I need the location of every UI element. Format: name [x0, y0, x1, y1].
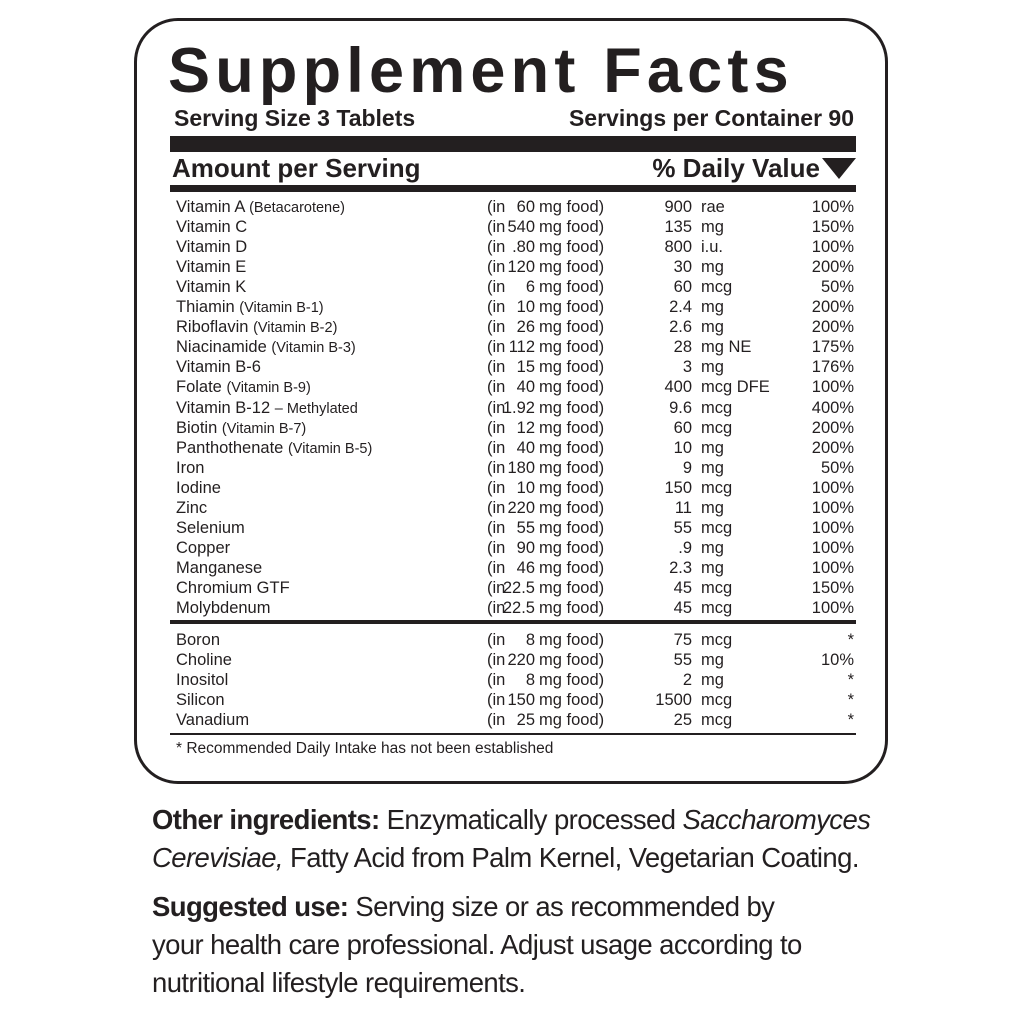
daily-value-percent: 200%	[811, 438, 854, 457]
food-mg-value: 10	[516, 478, 535, 497]
amount-value: 2.4	[669, 298, 692, 317]
nutrient-name-text: Vitamin D	[176, 238, 248, 257]
amount-value: 11	[674, 498, 692, 517]
amount-value: 2	[682, 671, 692, 690]
nutrient-name	[176, 598, 270, 618]
food-mg-value: .80	[512, 238, 535, 257]
amount-value: 2.6	[669, 318, 692, 337]
food-mg-value: 120	[507, 258, 535, 277]
daily-value-percent: 100%	[811, 599, 854, 617]
nutrient-name	[176, 630, 220, 650]
nutrient-row	[0, 257, 1024, 277]
daily-value-percent: 176%	[811, 358, 854, 377]
food-suffix: mg food)	[539, 578, 605, 597]
amount-value: 60	[673, 278, 692, 297]
nutrient-name-text: Vitamin A	[176, 198, 245, 216]
serving-info-row	[174, 104, 854, 132]
nutrient-name-text: Chromium GTF	[176, 578, 290, 597]
amount-unit: mg	[701, 218, 724, 237]
daily-value-percent: *	[847, 691, 854, 710]
food-mg-value: 12	[516, 418, 535, 437]
nutrient-row	[0, 458, 1024, 478]
nutrient-name-text: Silicon	[176, 691, 225, 710]
nutrient-name	[176, 257, 246, 277]
nutrient-name	[176, 690, 225, 710]
food-suffix: mg food)	[539, 198, 605, 216]
food-suffix: mg food)	[539, 338, 605, 357]
amount-value: 400	[664, 378, 692, 397]
food-mg-value: 8	[525, 631, 535, 649]
other-ingredients: Other ingredients: Enzymatically processed Saccharomyces Cerevisiae, Fatty Acid from Palm Kernel, Vegetarian Coating.	[152, 804, 871, 873]
nutrient-name	[176, 297, 324, 318]
amount-unit: mg	[701, 318, 724, 337]
in-prefix: (in	[487, 558, 506, 577]
amount-value: 75	[673, 631, 692, 649]
nutrient-subtitle: (Betacarotene)	[249, 200, 346, 216]
amount-value: 1500	[655, 691, 692, 710]
amount-unit: mcg	[701, 691, 733, 710]
daily-value-percent: 100%	[811, 198, 854, 216]
nutrient-name-text: Vitamin E	[176, 258, 247, 277]
amount-unit: rae	[701, 198, 725, 216]
amount-unit: i.u.	[701, 238, 724, 257]
nutrient-name	[176, 578, 290, 598]
daily-value-percent: 200%	[811, 298, 854, 317]
nutrient-row	[0, 217, 1024, 237]
nutrient-name	[176, 317, 337, 338]
nutrient-subtitle: (Vitamin B-3)	[271, 340, 356, 357]
daily-value-percent: 150%	[811, 578, 854, 597]
daily-value-percent: 400%	[811, 398, 854, 417]
nutrient-name	[176, 498, 207, 518]
daily-value-percent: *	[847, 671, 854, 690]
in-prefix: (in	[487, 198, 506, 216]
food-suffix: mg food)	[539, 398, 605, 417]
daily-value-percent: *	[847, 711, 854, 730]
suggested-use-heading: Suggested use:	[152, 891, 349, 922]
nutrient-row	[0, 418, 1024, 438]
amount-unit: mcg	[701, 398, 733, 417]
amount-unit: mg	[701, 671, 724, 690]
amount-unit: mcg	[701, 578, 733, 597]
food-suffix: mg food)	[539, 599, 605, 617]
amount-unit: mcg DFE	[701, 378, 770, 397]
in-prefix: (in	[487, 438, 506, 457]
nutrient-name-text: Vitamin K	[176, 278, 247, 297]
daily-value-percent: 100%	[811, 238, 854, 257]
nutrient-name-text: Biotin	[176, 418, 218, 437]
daily-value-percent: 100%	[811, 538, 854, 557]
food-mg-value: 180	[507, 458, 535, 477]
nutrient-row	[0, 237, 1024, 257]
servings-per-container: Servings per Container 90	[568, 105, 854, 131]
food-mg-value: 22.5	[502, 599, 535, 617]
amount-unit: mg	[701, 498, 724, 517]
amount-unit: mg	[701, 538, 724, 557]
food-suffix: mg food)	[539, 378, 605, 397]
nutrient-name-text: Vitamin B-12	[176, 398, 271, 417]
nutrient-name	[176, 237, 247, 257]
food-suffix: mg food)	[539, 558, 605, 577]
other-ingredients-heading: Other ingredients:	[152, 804, 380, 835]
nutrient-subtitle: (Vitamin B-7)	[221, 420, 307, 437]
amount-value: 9	[682, 458, 692, 477]
daily-value-percent: *	[847, 631, 854, 649]
amount-value: 45	[673, 599, 692, 617]
nutrient-row	[0, 277, 1024, 297]
nutrient-name	[176, 217, 247, 237]
in-prefix: (in	[487, 711, 506, 730]
nutrient-name-text: Vanadium	[176, 711, 250, 730]
nutrient-name-text: Folate	[176, 378, 222, 397]
nutrient-name	[176, 377, 311, 398]
food-mg-value: 26	[516, 318, 535, 337]
amount-value: 800	[664, 238, 692, 257]
amount-value: 55	[673, 518, 692, 537]
amount-unit: mcg	[701, 278, 733, 297]
food-suffix: mg food)	[539, 298, 605, 317]
nutrient-name	[176, 518, 245, 538]
nutrient-name	[176, 337, 356, 358]
food-mg-value: 90	[516, 538, 535, 557]
food-mg-value: 46	[516, 558, 535, 577]
amount-value: 55	[673, 651, 692, 670]
amount-unit: mg	[701, 358, 724, 377]
amount-per-serving: Amount per Serving	[172, 153, 421, 183]
amount-unit: mg	[701, 258, 724, 277]
daily-value-percent: 200%	[811, 318, 854, 337]
food-mg-value: 220	[507, 498, 535, 517]
daily-value-percent: 50%	[820, 278, 854, 297]
nutrient-name-text: Iodine	[176, 478, 221, 497]
daily-value-percent: 100%	[811, 498, 854, 517]
nutrient-name-text: Choline	[176, 651, 232, 670]
amount-value: 30	[673, 258, 692, 277]
nutrient-name-text: Selenium	[176, 518, 245, 537]
amount-value: 150	[664, 478, 692, 497]
nutrient-row	[0, 377, 1024, 397]
in-prefix: (in	[487, 578, 506, 597]
in-prefix: (in	[487, 538, 506, 557]
nutrient-name-text: Inositol	[176, 671, 229, 690]
nutrient-row	[0, 357, 1024, 377]
daily-value-percent: 10%	[820, 651, 854, 670]
nutrient-name	[176, 478, 221, 498]
nutrient-row	[0, 578, 1024, 598]
amount-value: .9	[678, 538, 692, 557]
nutrient-row	[0, 337, 1024, 357]
thick-divider	[170, 136, 856, 152]
nutrient-name	[176, 438, 372, 459]
amount-value: 900	[664, 198, 692, 216]
food-mg-value: 15	[516, 358, 535, 377]
food-mg-value: 55	[516, 518, 535, 537]
nutrient-name-text: Riboflavin	[176, 318, 249, 337]
in-prefix: (in	[487, 338, 506, 357]
nutrient-name	[176, 650, 232, 670]
nutrient-name-text: Copper	[176, 538, 231, 557]
amount-value: 10	[673, 438, 692, 457]
nutrient-row	[0, 710, 1024, 730]
food-suffix: mg food)	[539, 518, 605, 537]
amount-unit: mcg	[701, 599, 733, 617]
in-prefix: (in	[487, 498, 506, 517]
amount-unit: mg	[701, 558, 724, 577]
nutrient-name	[176, 458, 204, 478]
nutrient-name-text: Zinc	[176, 498, 208, 517]
suggested-use: Suggested use: Serving size or as recommended by your health care professional. Adjust usage according to nutritional lifestyle requirements.	[152, 891, 802, 998]
nutrient-name	[176, 670, 228, 690]
food-mg-value: 40	[516, 378, 535, 397]
in-prefix: (in	[487, 318, 506, 337]
down-triangle-icon	[822, 158, 856, 179]
daily-value-percent: 100%	[811, 518, 854, 537]
in-prefix: (in	[487, 651, 506, 670]
amount-header-row	[172, 152, 856, 184]
nutrient-row	[0, 598, 1024, 618]
food-mg-value: 10	[516, 298, 535, 317]
footnote: * Recommended Daily Intake has not been established	[176, 740, 554, 757]
nutrient-row	[0, 197, 1024, 217]
nutrient-row	[0, 538, 1024, 558]
amount-unit: mcg	[701, 478, 733, 497]
food-suffix: mg food)	[539, 691, 605, 710]
food-mg-value: 25	[516, 711, 535, 730]
food-suffix: mg food)	[539, 498, 605, 517]
in-prefix: (in	[487, 671, 506, 690]
food-suffix: mg food)	[539, 438, 605, 457]
food-suffix: mg food)	[539, 238, 605, 257]
amount-unit: mg	[701, 298, 724, 317]
amount-value: 60	[673, 418, 692, 437]
nutrient-row	[0, 317, 1024, 337]
amount-value: 25	[673, 711, 692, 730]
amount-unit: mcg	[701, 418, 733, 437]
in-prefix: (in	[487, 358, 506, 377]
food-mg-value: 1.92	[502, 398, 535, 417]
amount-unit: mg	[701, 651, 724, 670]
amount-value: 135	[664, 218, 692, 237]
nutrient-name	[176, 538, 230, 558]
amount-unit: mcg	[701, 711, 733, 730]
food-mg-value: 150	[507, 691, 535, 710]
nutrient-name-text: Panthothenate	[176, 438, 284, 457]
food-suffix: mg food)	[539, 651, 605, 670]
in-prefix: (in	[487, 298, 506, 317]
nutrient-row	[0, 690, 1024, 710]
in-prefix: (in	[487, 218, 506, 237]
food-mg-value: 40	[516, 438, 535, 457]
nutrient-name	[176, 357, 261, 377]
bottom-rule	[170, 733, 856, 735]
nutrient-name	[176, 277, 246, 297]
food-suffix: mg food)	[539, 538, 605, 557]
in-prefix: (in	[487, 458, 506, 477]
food-suffix: mg food)	[539, 258, 605, 277]
in-prefix: (in	[487, 398, 506, 417]
nutrient-name	[176, 558, 262, 578]
nutrient-row	[0, 650, 1024, 670]
food-suffix: mg food)	[539, 711, 605, 730]
nutrient-name-text: Thiamin	[176, 298, 235, 317]
nutrient-subtitle: (Vitamin B-9)	[226, 380, 311, 397]
in-prefix: (in	[487, 478, 506, 497]
food-suffix: mg food)	[539, 671, 605, 690]
in-prefix: (in	[487, 518, 506, 537]
amount-unit: mg	[701, 458, 724, 477]
label-title: Supplement Facts	[168, 36, 794, 106]
food-mg-value: 6	[525, 278, 535, 297]
nutrient-subtitle: – Methylated	[274, 400, 358, 417]
food-mg-value: 8	[525, 671, 535, 690]
in-prefix: (in	[487, 631, 506, 649]
nutrient-row	[0, 297, 1024, 317]
daily-value-percent: 100%	[811, 478, 854, 497]
food-suffix: mg food)	[539, 318, 605, 337]
nutrient-name	[176, 418, 306, 439]
nutrient-row	[0, 518, 1024, 538]
nutrient-subtitle: (Vitamin B-5)	[287, 440, 373, 457]
food-suffix: mg food)	[539, 478, 605, 497]
in-prefix: (in	[487, 258, 506, 277]
nutrient-name	[176, 710, 249, 730]
amount-value: 9.6	[669, 398, 692, 417]
in-prefix: (in	[487, 599, 506, 617]
food-suffix: mg food)	[539, 278, 605, 297]
nutrient-name-text: Vitamin C	[176, 218, 248, 237]
daily-value-percent: 100%	[811, 378, 854, 397]
nutrient-row	[0, 630, 1024, 650]
nutrient-name	[176, 197, 345, 218]
nutrient-name-text: Iron	[176, 458, 205, 477]
daily-value-percent: 50%	[820, 458, 854, 477]
food-suffix: mg food)	[539, 458, 605, 477]
nutrient-name-text: Manganese	[176, 558, 263, 577]
daily-value-percent: 175%	[811, 338, 854, 357]
food-suffix: mg food)	[539, 631, 605, 649]
nutrient-name-text: Molybdenum	[176, 599, 271, 617]
serving-size: Serving Size 3 Tablets	[174, 105, 416, 131]
nutrient-name-text: Vitamin B-6	[176, 358, 261, 377]
organism-name: Saccharomyces Cerevisiae,	[152, 804, 871, 873]
daily-value-percent: 200%	[811, 418, 854, 437]
nutrient-name-text: Niacinamide	[176, 338, 267, 357]
food-mg-value: 112	[508, 338, 535, 357]
amount-value: 45	[673, 578, 692, 597]
nutrient-row	[0, 670, 1024, 690]
daily-value-percent: 150%	[811, 218, 854, 237]
daily-value-percent: 200%	[811, 258, 854, 277]
nutrient-subtitle: (Vitamin B-2)	[253, 320, 338, 337]
daily-value-percent: 100%	[811, 558, 854, 577]
in-prefix: (in	[487, 238, 506, 257]
amount-unit: mcg	[701, 631, 733, 649]
nutrient-name-text: Boron	[176, 631, 221, 649]
nutrient-name	[176, 398, 358, 419]
nutrient-subtitle: (Vitamin B-1)	[239, 300, 324, 317]
food-mg-value: 220	[507, 651, 535, 670]
food-suffix: mg food)	[539, 358, 605, 377]
nutrient-row	[0, 398, 1024, 418]
food-mg-value: 540	[507, 218, 535, 237]
amount-value: 28	[673, 338, 692, 357]
nutrient-row	[0, 438, 1024, 458]
section-divider	[170, 620, 856, 624]
in-prefix: (in	[487, 278, 506, 297]
food-mg-value: 60	[516, 198, 535, 216]
in-prefix: (in	[487, 378, 506, 397]
food-mg-value: 22.5	[502, 578, 535, 597]
nutrient-row	[0, 498, 1024, 518]
medium-divider	[170, 185, 856, 192]
nutrient-row	[0, 558, 1024, 578]
amount-value: 3	[682, 358, 692, 377]
food-suffix: mg food)	[539, 418, 605, 437]
amount-unit: mg	[701, 438, 724, 457]
amount-unit: mcg	[701, 518, 733, 537]
food-suffix: mg food)	[539, 218, 605, 237]
in-prefix: (in	[487, 691, 506, 710]
amount-unit: mg NE	[701, 338, 752, 357]
in-prefix: (in	[487, 418, 506, 437]
nutrient-row	[0, 478, 1024, 498]
daily-value-heading: % Daily Value	[652, 153, 820, 183]
amount-value: 2.3	[669, 558, 692, 577]
